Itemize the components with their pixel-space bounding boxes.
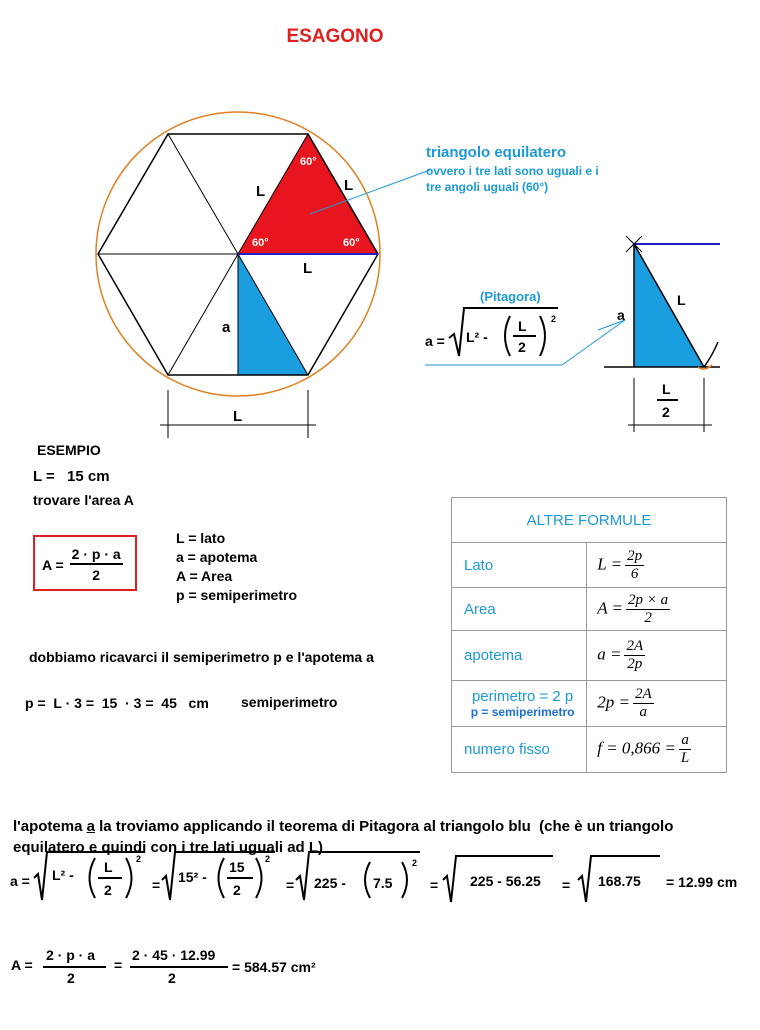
row-formula: a = $\frac{2A}{2p}$: [587, 631, 727, 681]
calc-term2-l2: 15² -: [178, 869, 207, 885]
pitagora-l2: L² -: [466, 329, 488, 345]
pitagora-L: L: [518, 318, 527, 334]
legend-list: [176, 529, 297, 605]
calc-eq-1: =: [152, 877, 161, 893]
altre-formule-header: ALTRE FORMULE: [452, 498, 727, 543]
table-row: [452, 588, 727, 631]
esempio-L-value: 15: [67, 468, 84, 485]
calc-a-eq: a =: [10, 873, 30, 889]
calc-term2-num: 15: [229, 859, 245, 875]
legend-item: a = apotema: [176, 549, 258, 565]
pitagora-exp: 2: [551, 314, 557, 324]
label-L-dimension: L: [233, 408, 243, 425]
calc-term4: 225 - 56.25: [470, 873, 541, 889]
pitagora-2: 2: [518, 339, 526, 355]
row-formula: A = $\frac{2p \times a}{2}$: [587, 588, 727, 631]
label-L-left: L: [256, 183, 266, 200]
table-row: [452, 681, 727, 727]
calc-term3-a: 225 -: [314, 875, 346, 891]
detail-label-a: a: [617, 307, 625, 323]
calc-A-eq2: =: [114, 957, 123, 973]
calc-A-result: = 584.57 cm²: [232, 959, 316, 975]
calc-A-f2-num: 2 · 45 · 12.99: [132, 947, 216, 963]
angle-top: 60°: [300, 156, 317, 168]
calc-eq-2: =: [286, 877, 295, 893]
label-a: a: [222, 319, 231, 336]
row-label: Area: [452, 588, 587, 631]
detail-dim-L: L: [662, 381, 671, 397]
angle-left: 60°: [252, 237, 269, 249]
detail-label-L: L: [677, 292, 686, 308]
label-L-right: L: [344, 177, 354, 194]
esempio-L: [33, 468, 110, 485]
area-formula: [42, 546, 126, 583]
calc-eq-3: =: [430, 877, 439, 893]
callout-line1: ovvero i tre lati sono uguali e i: [426, 164, 599, 178]
table-row: [452, 727, 727, 773]
calc-exp-2: 2: [265, 854, 271, 864]
pitagora-label: (Pitagora): [480, 289, 541, 304]
altre-formule-table: [451, 497, 727, 773]
area-formula-A: A =: [42, 556, 64, 573]
row-label: apotema: [452, 631, 587, 681]
row-label: Lato: [452, 543, 587, 588]
apotema-calculation: [0, 840, 760, 920]
calc-term1-l2: L² -: [52, 867, 74, 883]
calc-exp-3: 2: [412, 858, 418, 868]
calc-A-f1-den: 2: [67, 970, 75, 986]
esempio-L-label: L =: [33, 468, 55, 485]
row-formula: f = 0,866 = $\frac{a}{L}$: [587, 727, 727, 773]
callout-line2: tre angoli uguali (60°): [426, 180, 549, 194]
page-title: ESAGONO: [286, 26, 384, 47]
calc-A-f1-num: 2 · p · a: [46, 947, 96, 963]
legend-item: A = Area: [176, 568, 233, 584]
calc-term3-b: 7.5: [373, 875, 393, 891]
area-formula-den: 2: [92, 567, 101, 583]
legend-item: L = lato: [176, 530, 226, 546]
pitagora-paren-left: [505, 316, 510, 356]
label-L-bottom: L: [303, 260, 313, 277]
calc-term2-den: 2: [233, 882, 241, 898]
legend-item: p = semiperimetro: [176, 587, 297, 603]
calc-term1-num: L: [104, 859, 113, 875]
angle-right: 60°: [343, 237, 360, 249]
calc-A-eq: A =: [11, 957, 33, 973]
row-label-main: perimetro = 2 p: [471, 688, 574, 705]
callout-title: triangolo equilatero: [426, 144, 567, 161]
pitagora-paren-right: [540, 316, 545, 356]
row-label: numero fisso: [452, 727, 587, 773]
row-sublabel: p = semiperimetro: [470, 705, 575, 719]
p-calculation: p = L · 3 = 15 · 3 = 45 cm: [25, 695, 209, 711]
calc-A-f2-den: 2: [168, 970, 176, 986]
calc-a-result: = 12.99 cm: [666, 874, 738, 890]
calc-exp-1: 2: [136, 854, 142, 864]
hexagon-diagram: [0, 0, 760, 440]
calc-term5: 168.75: [598, 873, 641, 889]
calc-eq-4: =: [562, 877, 571, 893]
area-calculation: [0, 935, 760, 995]
row-formula: 2p = $\frac{2A}{a}$: [587, 681, 727, 727]
row-label: [452, 681, 587, 727]
apotema-explanation: l'apotema a la troviamo applicando il teorema di Pitagora al triangolo blu (che è un triangolo equilatero e quindi con i tre lati uguali ad L): [13, 818, 674, 856]
table-row: [452, 543, 727, 588]
esempio-heading: ESEMPIO: [37, 442, 101, 458]
detail-dim-2: 2: [662, 404, 670, 420]
table-row: [452, 631, 727, 681]
pitagora-a: a =: [425, 333, 445, 349]
p-label: semiperimetro: [241, 694, 338, 710]
row-formula: L = $\frac{2p}{6}$: [587, 543, 727, 588]
esempio-L-unit: cm: [87, 468, 110, 485]
area-formula-num: 2 · p · a: [70, 546, 123, 565]
dobbiamo-text: dobbiamo ricavarci il semiperimetro p e l'apotema a: [29, 649, 374, 665]
calc-term1-den: 2: [104, 882, 112, 898]
esempio-task: trovare l'area A: [33, 492, 134, 508]
